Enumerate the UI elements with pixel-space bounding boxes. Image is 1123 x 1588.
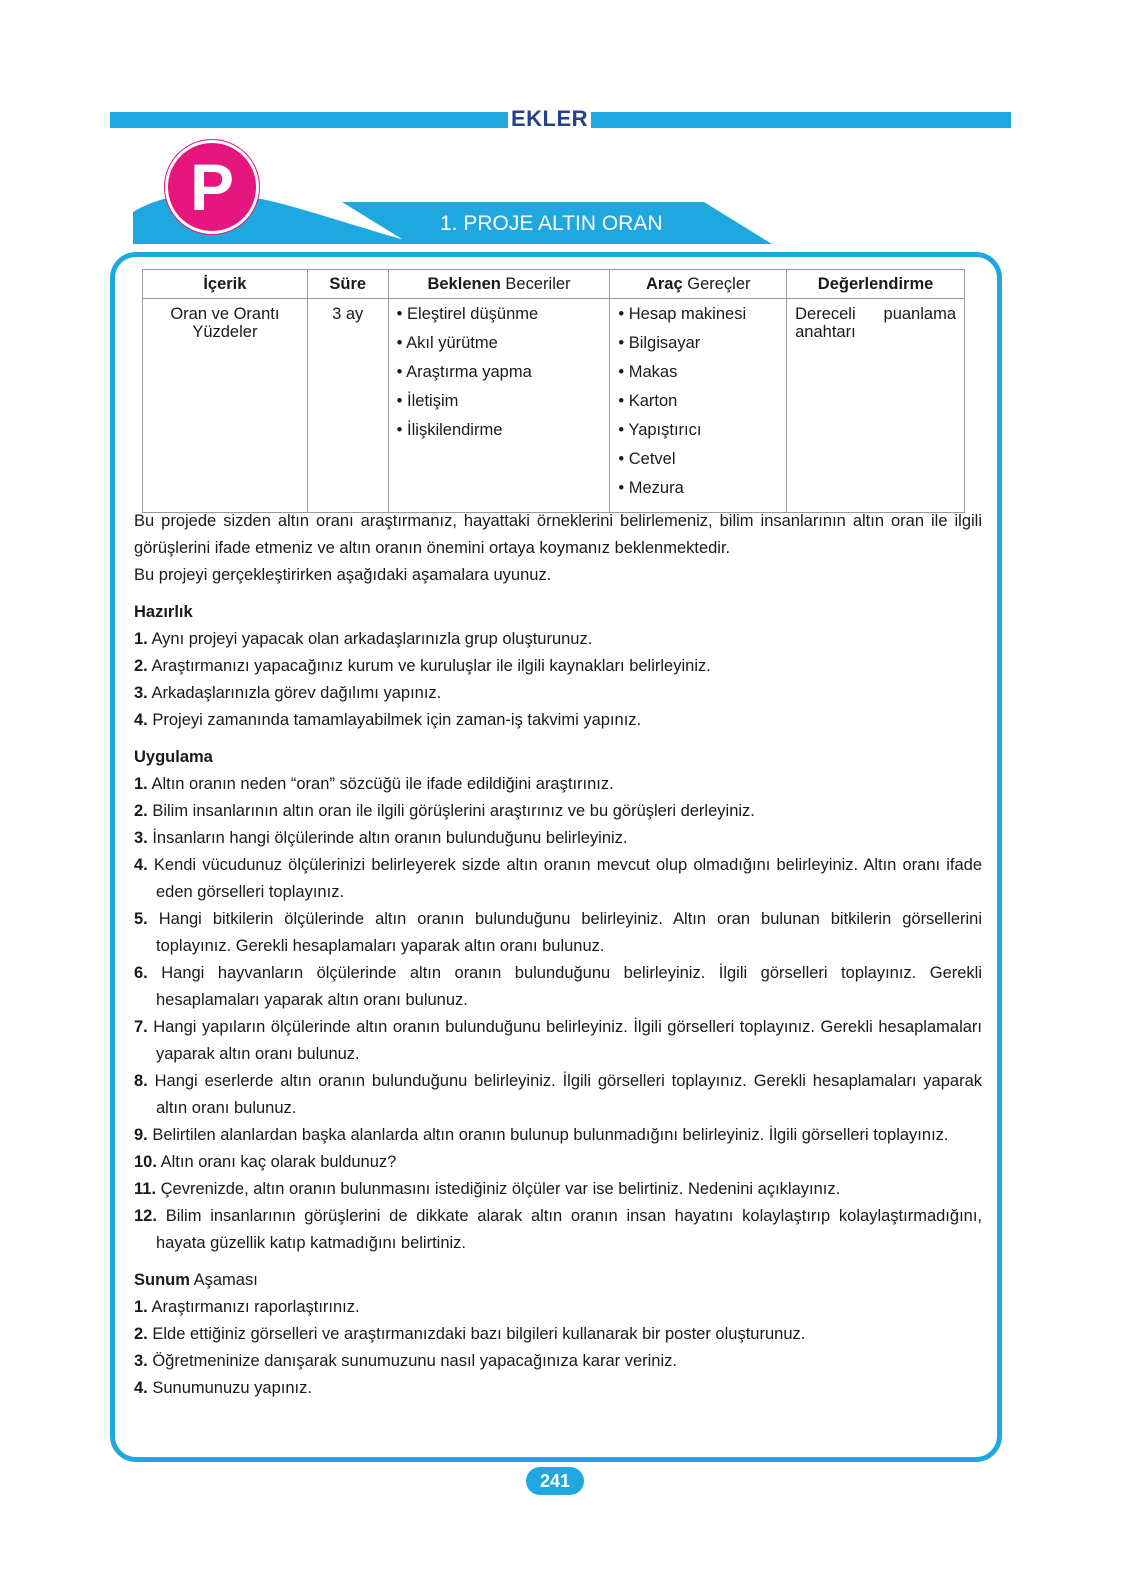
cell-sure: 3 ay	[307, 299, 388, 513]
list-item: • Eleştirel düşünme	[396, 305, 539, 323]
section-label: EKLER	[510, 106, 589, 131]
project-title: 1. PROJE ALTIN ORAN	[440, 212, 663, 235]
header-sure: Süre	[307, 270, 388, 299]
list-item: 3. Arkadaşlarınızla görev dağılımı yapınız.	[134, 684, 442, 702]
section-title-sunum: Sunum Aşaması	[134, 1271, 258, 1289]
list-item: • Yapıştırıcı	[618, 421, 702, 439]
table-header-row	[143, 270, 965, 299]
list-item: 8. Hangi eserlerde altın oranın bulunduğunu belirleyiniz. İlgili görselleri toplayınız. Gerekli hesaplamaları yaparak altın oranı bulunuz.	[134, 1072, 982, 1117]
list-item: • Akıl yürütme	[396, 334, 498, 352]
header-degerlendirme: Değerlendirme	[787, 270, 965, 299]
section-title-hazirlik: Hazırlık	[134, 603, 193, 621]
intro-note: Bu projeyi gerçekleştirirken aşağıdaki aşamalara uyunuz.	[134, 566, 552, 584]
table-row	[143, 299, 965, 513]
list-item: • Hesap makinesi	[618, 305, 747, 323]
list-item: • Karton	[618, 392, 678, 410]
cell-beceriler	[388, 299, 610, 513]
list-item: 3. İnsanların hangi ölçülerinde altın oranın bulunduğunu belirleyiniz.	[134, 829, 628, 847]
project-instructions	[134, 508, 982, 1402]
list-item: • İlişkilendirme	[396, 421, 503, 439]
section-title-uygulama: Uygulama	[134, 748, 213, 766]
list-item: 12. Bilim insanlarının görüşlerini de dikkate alarak altın oranın insan hayatını kolaylaştırıp kolaylaştırmadığını, hayata güzellik katıp katmadığını belirtiniz.	[134, 1207, 982, 1252]
list-item: 7. Hangi yapıların ölçülerinde altın oranın bulunduğunu belirleyiniz. İlgili görselleri toplayınız. Gerekli hesaplamaları yaparak altın oranı bulunuz.	[134, 1018, 982, 1063]
cell-degerlendirme: Dereceli puanlama anahtarı	[787, 299, 965, 513]
list-item: 1. Aynı projeyi yapacak olan arkadaşlarınızla grup oluşturunuz.	[134, 630, 593, 648]
list-item: 1. Araştırmanızı raporlaştırınız.	[134, 1298, 360, 1316]
list-item: 4. Kendi vücudunuz ölçülerinizi belirleyerek sizde altın oranın mevcut olup olmadığını belirleyiniz. Altın oranı ifade eden görselleri toplayınız.	[134, 856, 982, 901]
list-item: 11. Çevrenizde, altın oranın bulunmasını istediğiniz ölçüler var ise belirtiniz. Nedenini açıklayınız.	[134, 1180, 841, 1198]
list-item: • İletişim	[396, 392, 459, 410]
list-item: 2. Bilim insanlarının altın oran ile ilgili görüşlerini araştırınız ve bu görüşleri derleyiniz.	[134, 802, 755, 820]
list-item: • Bilgisayar	[618, 334, 701, 352]
list-item: 3. Öğretmeninize danışarak sunumuzunu nasıl yapacağınıza karar veriniz.	[134, 1352, 677, 1370]
project-badge: P	[165, 140, 259, 234]
list-item: • Araştırma yapma	[396, 363, 532, 381]
header-icerik: İçerik	[143, 270, 308, 299]
list-item: 4. Projeyi zamanında tamamlayabilmek için zaman-iş takvimi yapınız.	[134, 711, 642, 729]
list-item: • Cetvel	[618, 450, 676, 468]
list-item: 10. Altın oranı kaç olarak buldunuz?	[134, 1153, 397, 1171]
intro-paragraph: Bu projede sizden altın oranı araştırmanız, hayattaki örneklerini belirlemeniz, bilim insanlarının altın oran ile ilgili görüşlerini ifade etmeniz ve altın oranın önemini ortaya koymanız beklenmektedir.	[134, 512, 982, 557]
header-beceriler: Beklenen Beceriler	[388, 270, 610, 299]
page-number: 241	[526, 1467, 584, 1495]
list-item: 2. Elde ettiğiniz görselleri ve araştırmanızdaki bazı bilgileri kullanarak bir poster oluşturunuz.	[134, 1325, 806, 1343]
cell-icerik: Oran ve Orantı Yüzdeler	[143, 299, 308, 513]
list-item: 2. Araştırmanızı yapacağınız kurum ve kuruluşlar ile ilgili kaynakları belirleyiniz.	[134, 657, 711, 675]
list-item: 1. Altın oranın neden “oran” sözcüğü ile ifade edildiğini araştırınız.	[134, 775, 614, 793]
list-item: 4. Sunumunuzu yapınız.	[134, 1379, 312, 1397]
project-plan-table	[142, 269, 965, 513]
list-item: • Mezura	[618, 479, 684, 497]
cell-gerecler	[610, 299, 787, 513]
list-item: • Makas	[618, 363, 678, 381]
list-item: 6. Hangi hayvanların ölçülerinde altın oranın bulunduğunu belirleyiniz. İlgili görselleri toplayınız. Gerekli hesaplamaları yaparak altın oranı bulunuz.	[134, 964, 982, 1009]
header-gerecler: Araç Gereçler	[610, 270, 787, 299]
list-item: 9. Belirtilen alanlardan başka alanlarda altın oranın bulunup bulunmadığını belirleyiniz. İlgili görselleri toplayınız.	[134, 1126, 949, 1144]
list-item: 5. Hangi bitkilerin ölçülerinde altın oranın bulunduğunu belirleyiniz. Altın oran bulunan bitkilerin görsellerini toplayınız. Gerekli hesaplamaları yaparak altın oranı bulunuz.	[134, 910, 982, 955]
